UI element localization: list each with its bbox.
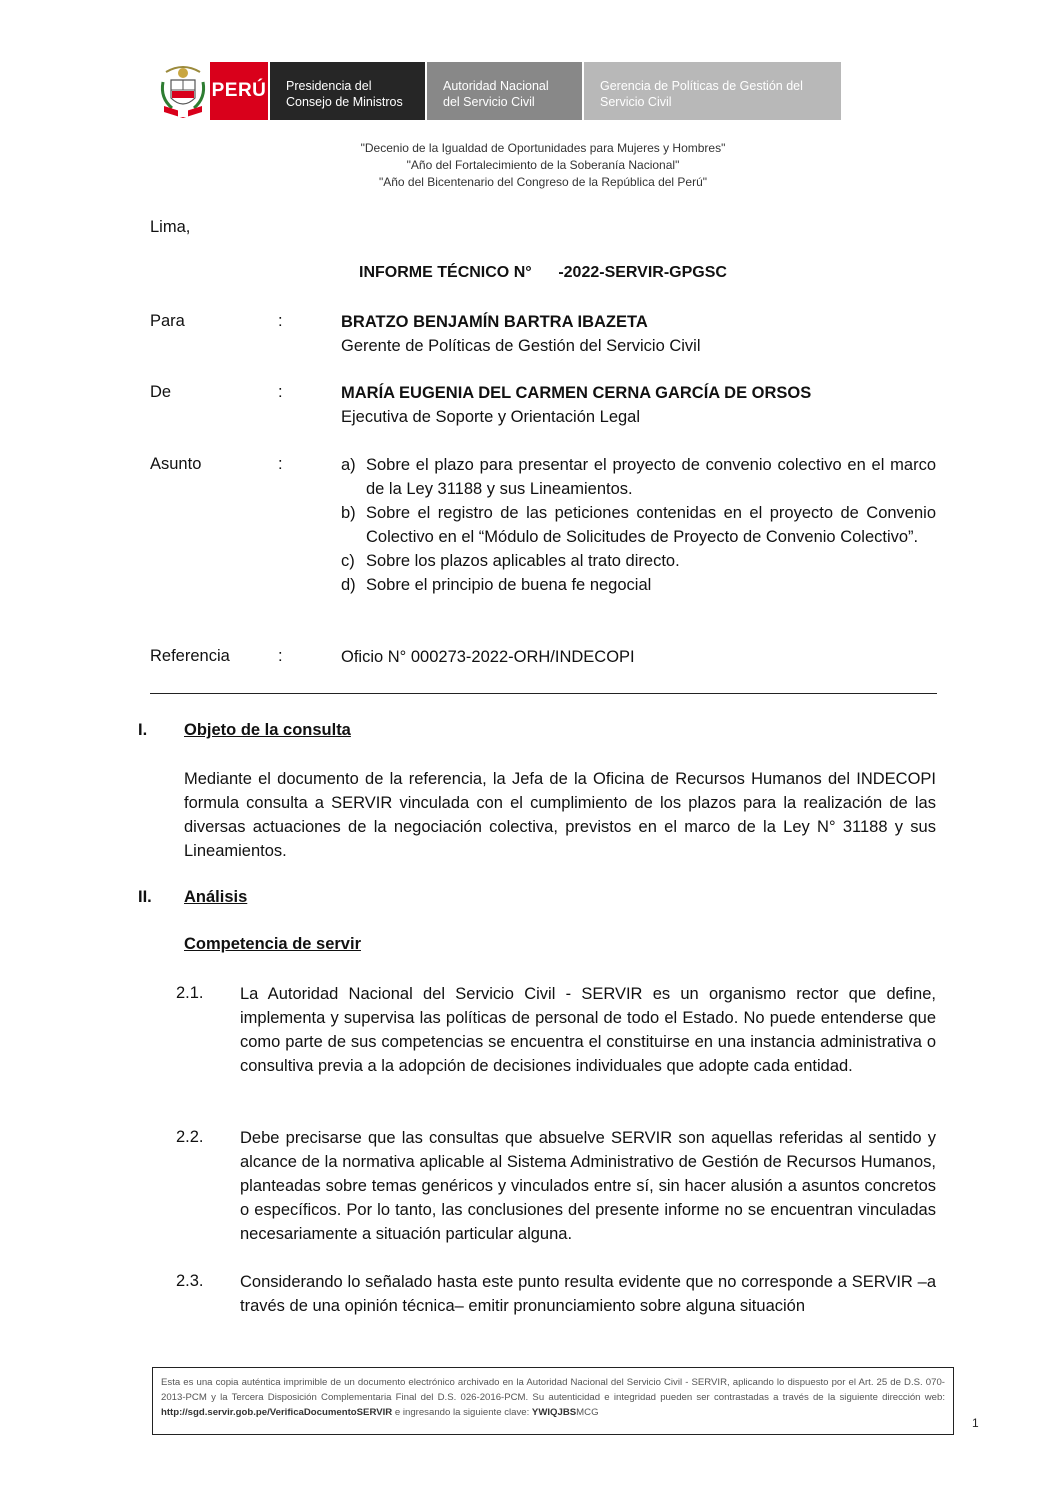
header-divider [150, 693, 937, 694]
referencia-value: Oficio N° 000273-2022-ORH/INDECOPI [341, 648, 635, 666]
header-block-pcm-line2: Consejo de Ministros [286, 95, 403, 109]
asunto-item-b [341, 501, 936, 549]
para-name: BRATZO BENJAMÍN BARTRA IBAZETA [341, 313, 648, 331]
section-2-number: II. [138, 888, 152, 906]
footer-mid-text: e ingresando la siguiente clave: [392, 1407, 532, 1418]
referencia-colon: : [278, 647, 283, 665]
asunto-colon: : [278, 455, 283, 473]
para-colon: : [278, 312, 283, 330]
header-block-gerencia-line1: Gerencia de Políticas de Gestión del [600, 79, 803, 93]
para-recipient [341, 310, 936, 358]
peru-brand-box: PERÚ [210, 62, 268, 120]
asunto-item-c [341, 549, 936, 573]
footer-key-tail: MCG [576, 1407, 599, 1418]
year-line-soberania: "Año del Fortalecimiento de la Soberanía Nacional" [406, 158, 680, 172]
header-block-pcm [270, 62, 425, 120]
report-title: INFORME TÉCNICO N° -2022-SERVIR-GPGSC [359, 264, 727, 281]
paragraph-2-3-number: 2.3. [176, 1272, 204, 1290]
asunto-item-c-text: Sobre los plazos aplicables al trato directo. [366, 552, 680, 570]
asunto-item-a-mark: a) [341, 456, 356, 474]
footer-key: YWIQJBS [531, 1407, 577, 1418]
asunto-item-b-text: Sobre el registro de las peticiones contenidas en el proyecto de Convenio Colectivo en el “Módulo de Solicitudes de Proyecto de Convenio Colectivo”. [366, 504, 936, 546]
section-2-subtitle: Competencia de servir [184, 935, 361, 953]
paragraph-2-2-text: Debe precisarse que las consultas que absuelve SERVIR son aquellas referidas al sentido y alcance de la normativa aplicable al Sistema Administrativo de Gestión de Recursos Humanos, planteadas sobre temas genéricos y vinculados entre sí, sin hacer alusión a asuntos concretos o específicos. Por lo tanto, las conclusiones del presente informe no se encuentran vinculadas necesariamente a situación particular alguna. [240, 1129, 936, 1243]
header-block-gerencia [584, 62, 841, 120]
asunto-item-d-mark: d) [341, 576, 356, 594]
referencia-label: Referencia [150, 647, 230, 665]
asunto-item-a-text: Sobre el plazo para presentar el proyecto de convenio colectivo en el marco de la Ley 31188 y sus Lineamientos. [366, 456, 936, 498]
de-sender [341, 381, 936, 429]
asunto-item-c-mark: c) [341, 552, 355, 570]
paragraph-2-3-text: Considerando lo señalado hasta este punto resulta evidente que no corresponde a SERVIR –a través de una opinión técnica– emitir pronunciamiento sobre alguna situación [240, 1273, 936, 1315]
section-1-body: Mediante el documento de la referencia, la Jefa de la Oficina de Recursos Humanos del INDECOPI formula consulta a SERVIR vinculada con el cumplimiento de los plazos para la realización de las diversas actuaciones de la negociación colectiva, previstos en el marco de la Ley N° 31188 y sus Lineamientos. [184, 770, 936, 860]
footer-text: Esta es una copia auténtica imprimible de un documento electrónico archivado en la Autoridad Nacional del Servicio Civil - SERVIR, aplicando lo dispuesto por el Art. 25 de D.S. 070-2013-PCM y la Tercera Disposición Complementaria Final del D.S. 026-2016-PCM. Su autenticidad e integridad pueden ser contrastadas a través de la siguiente dirección web: [161, 1377, 945, 1403]
asunto-item-d-text: Sobre el principio de buena fe negocial [366, 576, 652, 594]
place-date: Lima, [150, 218, 191, 236]
asunto-list [341, 453, 936, 597]
authenticity-footer [152, 1367, 954, 1435]
asunto-label: Asunto [150, 455, 202, 473]
year-line-bicentenario: "Año del Bicentenario del Congreso de la República del Perú" [378, 175, 708, 189]
header-block-pcm-line1: Presidencia del [286, 79, 372, 93]
asunto-item-b-mark: b) [341, 504, 356, 522]
footer-verification-url[interactable]: http://sgd.servir.gob.pe/VerificaDocumentoSERVIR [161, 1407, 393, 1418]
paragraph-2-1-text: La Autoridad Nacional del Servicio Civil - SERVIR es un organismo rector que define, implementa y supervisa las políticas de personal de todo el Estado. No puede entenderse que como parte de sus competencias se encuentra el constituirse en una instancia administrativa o consultiva previa a la adopción de decisiones individuales que adopte cada entidad. [240, 985, 936, 1075]
section-1-number: I. [138, 721, 148, 739]
asunto-item-a [341, 453, 936, 501]
de-name: MARÍA EUGENIA DEL CARMEN CERNA GARCÍA DE ORSOS [341, 384, 812, 402]
para-role: Gerente de Políticas de Gestión del Servicio Civil [341, 337, 701, 355]
de-label: De [150, 383, 172, 401]
header-block-gerencia-line2: Servicio Civil [600, 95, 672, 109]
de-colon: : [278, 383, 283, 401]
header-block-servir [427, 62, 582, 120]
header-block-servir-line1: Autoridad Nacional [443, 79, 549, 93]
section-1-title: Objeto de la consulta [184, 721, 351, 739]
page-number: 1 [972, 1416, 979, 1430]
asunto-item-d [341, 573, 936, 597]
year-denominations [150, 140, 936, 191]
para-label: Para [150, 312, 185, 330]
year-line-decenio: "Decenio de la Igualdad de Oportunidades para Mujeres y Hombres" [360, 141, 726, 155]
paragraph-2-2-number: 2.2. [176, 1128, 204, 1146]
section-2-title: Análisis [184, 888, 248, 906]
header-block-servir-line2: del Servicio Civil [443, 95, 535, 109]
de-role: Ejecutiva de Soporte y Orientación Legal [341, 408, 641, 426]
paragraph-2-1-number: 2.1. [176, 984, 204, 1002]
coat-of-arms-logo [158, 62, 208, 120]
